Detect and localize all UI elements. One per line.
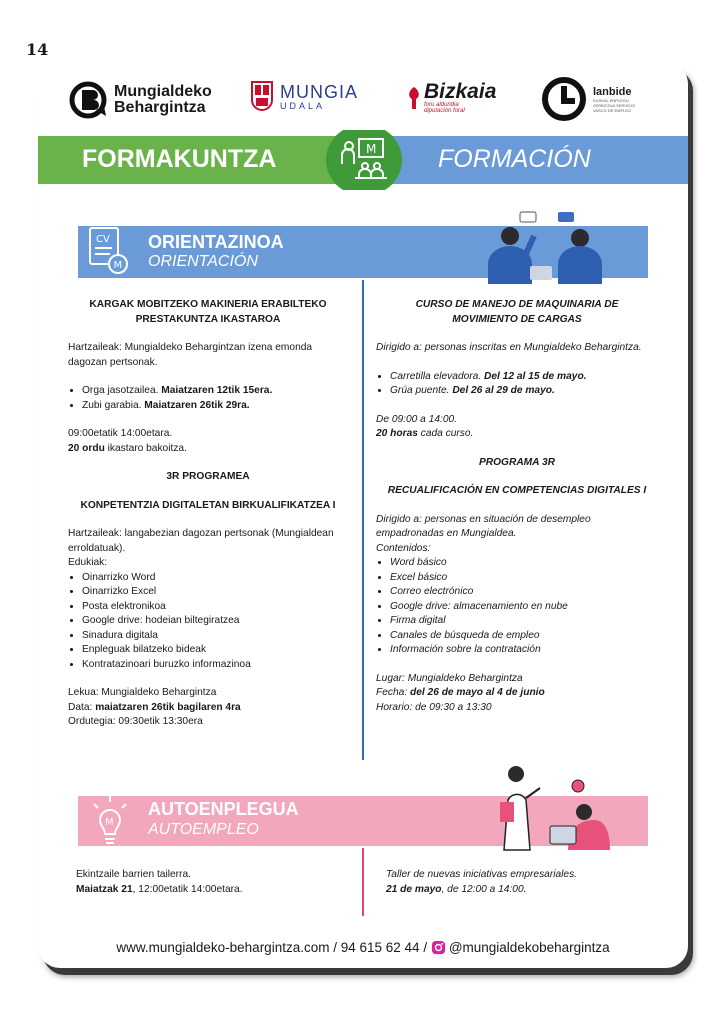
website-link[interactable]: www.mungialdeko-behargintza.com [116, 940, 330, 955]
bizkaia-logo [406, 82, 496, 114]
program-subtitle-eu: KONPETENTZIA DIGITALETAN BIRKUALIFIKATZEA I [80, 499, 336, 511]
training-teacher-icon [325, 130, 403, 190]
instagram-handle[interactable]: @mungialdekobehargintza [448, 940, 610, 955]
flyer-card [38, 62, 688, 968]
course-items-es [376, 370, 658, 399]
mungialdeko-text: Mungialdeko Behargintza [114, 83, 212, 116]
list-item: • Información sobre la contratación [390, 643, 658, 658]
svg-text:CV: CV [96, 234, 110, 245]
program-subtitle-es: RECUALIFICACIÓN EN COMPETENCIAS DIGITALES I [387, 485, 647, 496]
list-item: • Orga jasotzailea. Maiatzaren 12tik 15era. [82, 384, 348, 399]
course-duration-eu: 20 ordu ikastaro bakoitza. [68, 442, 187, 454]
lanbide-logo [541, 76, 649, 122]
program-title-eu: 3R PROGRAMEA [166, 471, 250, 482]
schedule-eu: Ordutegia: 09:30etik 13:30era [68, 716, 203, 727]
footer [38, 940, 688, 955]
date-eu: Data: maiatzaren 26tik bagilaren 4ra [68, 701, 241, 713]
list-item: • Enpleguak bilatzeko bideak [82, 643, 348, 658]
contents-label-es: Contenidos: [376, 542, 431, 554]
list-item: • Firma digital [390, 614, 658, 629]
phone-number[interactable]: 94 615 62 44 [340, 940, 420, 955]
list-item: • Oinarrizko Excel [82, 585, 348, 600]
entrepreneurs-illustration [484, 762, 624, 852]
autoenplegua-es-line1: Taller de nuevas iniciativas empresariales. [386, 869, 578, 880]
logo-strip [38, 74, 688, 134]
bizkaia-name: Bizkaia [424, 80, 497, 103]
svg-text:M: M [113, 260, 123, 271]
orientazinoa-subtitle: ORIENTACIÓN [148, 253, 258, 270]
autoenplegua-eu [76, 868, 346, 897]
autoenplegua-divider [362, 848, 364, 916]
place-eu: Lekua: Mungialdeko Behargintza [68, 687, 217, 698]
bizkaia-oak-icon [406, 85, 422, 111]
formakuntza-banner [38, 136, 688, 184]
list-item: • Kontratazinoari buruzko informazinoa [82, 658, 348, 673]
list-item: • Canales de búsqueda de empleo [390, 629, 658, 644]
contents-label-eu: Edukiak: [68, 557, 108, 568]
contents-list-eu [68, 571, 348, 673]
autoenplegua-eu-line2: Maiatzak 21, 12:00etatik 14:00etara. [76, 883, 243, 895]
list-item: • Google drive: hodeian biltegiratzea [82, 614, 348, 629]
course-target-es: Dirigido a: personas inscritas en Mungialdeko Behargintza. [376, 342, 642, 353]
mungia-sub: UDALA [280, 101, 326, 111]
course-hours-eu: 09:00etatik 14:00etara. [68, 428, 173, 439]
svg-text:M: M [366, 142, 377, 156]
orientazinoa-es-column [376, 298, 658, 715]
bizkaia-sub: foru aldundia diputación foral [424, 102, 465, 114]
list-item: • Grúa puente. Del 26 al 29 de mayo. [390, 384, 658, 399]
lanbide-clock-icon [541, 76, 587, 122]
course-duration-es: 20 horas cada curso. [376, 428, 474, 439]
course-items-eu [68, 384, 348, 413]
lanbide-sub: EUSKAL ENPLEGU ZERBITZUA SERVICIO VASCO DE EMPLEO [593, 97, 636, 113]
course-title-eu: KARGAK MOBITZEKO MAKINERIA ERABILTEKO PRESTAKUNTZA IKASTAROA [89, 299, 327, 325]
list-item: • Zubi garabia. Maiatzaren 26tik 29ra. [82, 399, 348, 414]
orientazinoa-divider [362, 280, 364, 760]
mungialdeko-logo [68, 80, 224, 120]
orientazinoa-title: ORIENTAZINOA [148, 232, 284, 252]
course-hours-es: De 09:00 a 14:00. [376, 413, 457, 425]
autoenplegua-es [386, 868, 656, 897]
contents-list-es [376, 556, 658, 658]
mungia-udala-logo [250, 80, 358, 114]
banner-title-es: FORMACIÓN [438, 145, 591, 173]
list-item: • Correo electrónico [390, 585, 658, 600]
course-target-eu: Hartzaileak: Mungialdeko Behargintzan izena emonda dagozan pertsonak. [68, 342, 313, 368]
list-item: • Sinadura digitala [82, 629, 348, 644]
autoenplegua-subtitle: AUTOEMPLEO [148, 821, 259, 838]
cv-document-icon [86, 224, 134, 278]
autoenplegua-eu-line1: Ekintzaile barrien tailerra. [76, 869, 191, 880]
orientazinoa-eu-column [68, 298, 348, 730]
mungia-shield-icon [250, 80, 274, 114]
schedule-es: Horario: de 09:30 a 13:30 [376, 701, 492, 713]
program-title-es: PROGRAMA 3R [478, 456, 556, 468]
list-item: • Google drive: almacenamiento en nube [390, 600, 658, 615]
footer-separator: / [329, 940, 341, 955]
list-item: • Carretilla elevadora. Del 12 al 15 de mayo. [390, 370, 658, 385]
banner-title-eu: FORMAKUNTZA [82, 145, 277, 173]
autoenplegua-es-line2: 21 de mayo, de 12:00 a 14:00. [386, 883, 527, 895]
page-number: 14 [26, 40, 49, 59]
mungialdeko-mark-icon [68, 80, 110, 120]
list-item: • Word básico [390, 556, 658, 571]
place-es: Lugar: Mungialdeko Behargintza [376, 672, 523, 684]
autoenplegua-title: AUTOENPLEGUA [148, 799, 299, 819]
list-item: • Posta elektronikoa [82, 600, 348, 615]
svg-text:M: M [105, 817, 114, 828]
list-item: • Oinarrizko Word [82, 571, 348, 586]
lanbide-name: lanbide [593, 85, 632, 98]
mungia-name: MUNGIA [280, 82, 358, 102]
interview-illustration [474, 208, 614, 284]
program-target-eu: Hartzaileak: langabezian dagozan pertsonak (Mungialdean erroldatuak). [68, 528, 334, 554]
lightbulb-icon [88, 794, 132, 848]
footer-separator: / [419, 940, 431, 955]
list-item: • Excel básico [390, 571, 658, 586]
program-target-es: Dirigido a: personas en situación de desempleo empadronadas en Mungialdea. [376, 513, 591, 539]
instagram-icon[interactable] [431, 940, 446, 955]
date-es: Fecha: del 26 de mayo al 4 de junio [376, 687, 545, 698]
course-title-es: CURSO DE MANEJO DE MAQUINARIA DE MOVIMIENTO DE CARGAS [415, 299, 619, 325]
